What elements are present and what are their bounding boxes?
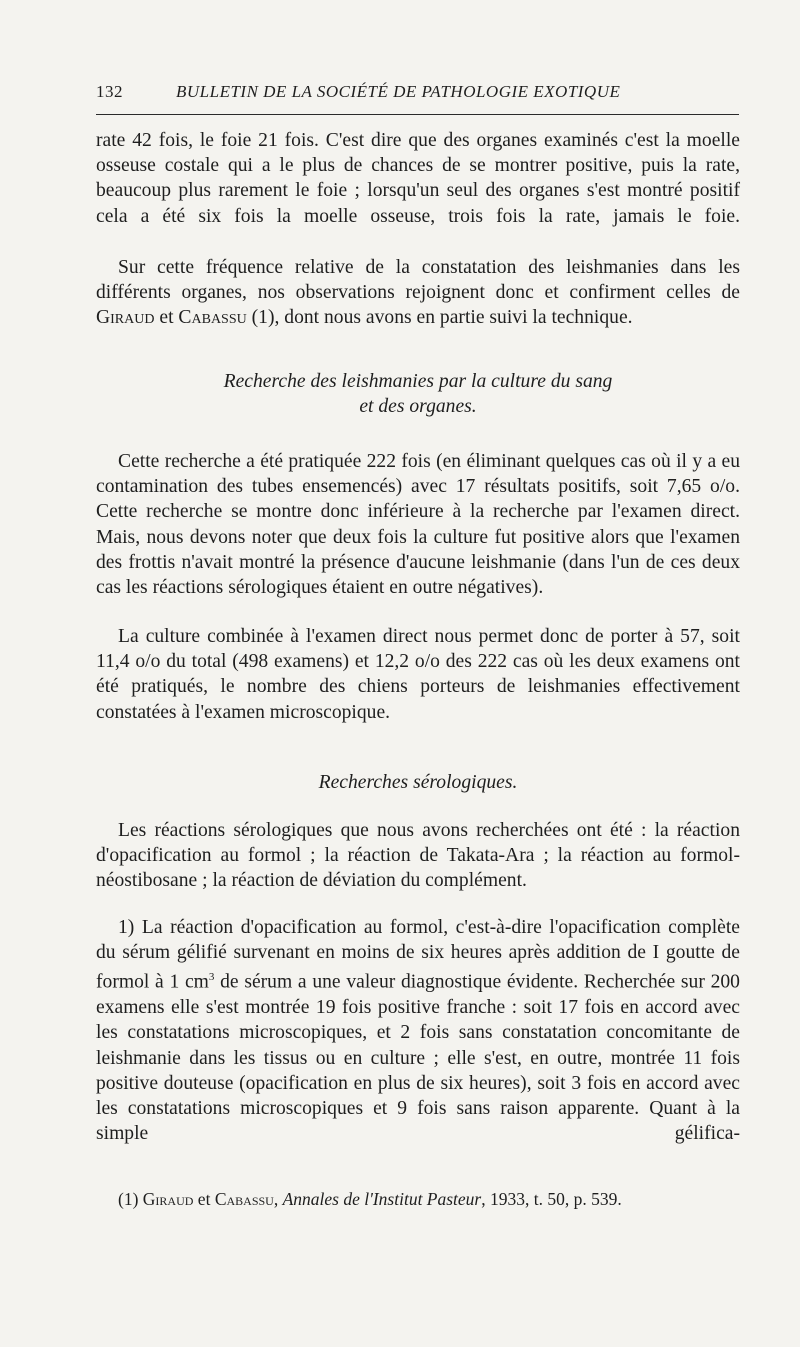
page-header [96,82,736,112]
footnote-author: Cabassu [214,1189,274,1209]
footnote-journal: Annales de l'Institut Pasteur [282,1189,482,1209]
footnote-text: , 1933, t. 50, p. 539. [481,1189,622,1209]
author-name: Giraud [96,307,155,329]
header-rule [96,114,739,115]
paragraph-frequency [96,255,740,331]
footnote [118,1188,758,1210]
paragraph-text: et [154,307,179,329]
paragraph-combined-results: La culture combinée à l'examen direct nous permet donc de porter à 57, soit 11,4 o/o du total (498 examens) et 12,2 o/o des 222 cas où les deux examens ont été pratiqués, le nombre des chiens porteurs de leishmanies effectivement constatées à l'examen microscopique. [96,626,740,723]
paragraph-culture-results: Cette recherche a été pratiquée 222 fois (en éliminant quelques cas où il y a eu contamination des tubes ensemencés) avec 17 résultats positifs, soit 7,65 o/o. Cette recherche se montre donc inférieure à la recherche par l'examen direct. Mais, nous devons noter que deux fois la culture fut positive alors que l'examen des frottis n'avait montré la présence d'aucune leishmanie (dans l'un de ces deux cas les réactions sérologiques étaient en outre négatives). [96,451,740,599]
footnote-text: , [273,1189,283,1209]
paragraph-serology-intro: Les réactions sérologiques que nous avons recherchées ont été : la réaction d'opacification au formol ; la réaction de Takata-Ara ; la réaction au formol-néostibosane ; la réaction de déviation du complément. [96,820,740,892]
paragraph-organs: rate 42 fois, le foie 21 fois. C'est dire que des organes examinés c'est la moelle osseuse costale qui a le plus de chances de se montrer positive, puis la rate, beaucoup plus rarement le foie ; lorsqu'un seul des organes s'est montré positif cela a été six fois la moelle osseuse, trois fois la rate, jamais le foie. [96,130,740,227]
footnote-text: et [193,1189,215,1209]
running-title: BULLETIN DE LA SOCIÉTÉ DE PATHOLOGIE EXOTIQUE [176,82,621,101]
paragraph-text: Sur cette fréquence relative de la constatation des leishmanies dans les différents organes, nos observations rejoignent donc et confirment celles de [96,257,740,304]
paragraph-text: de sérum a une valeur diagnostique évidente. Recherchée sur 200 examens elle s'est montrée 19 fois positive franche : soit 17 fois en accord avec les constatations microscopiques, et 2 fois sans constatation concomitante de leishmanie dans les tissus ou en culture ; elle s'est, en outre, montrée 11 fois positive douteuse (opacification en plus de six heures), soit 3 fois en accord avec les constatations microscopiques et 9 fois sans raison apparente. Quant à la simple gélifica- [96,971,740,1145]
section-heading-line: Recherche des leishmanies par la culture du sang [223,371,613,392]
footnote-mark: (1) [118,1189,143,1209]
section-heading-culture [96,369,740,419]
page-number: 132 [96,82,123,101]
superscript: 3 [208,971,215,984]
section-heading-line: et des organes. [359,396,477,418]
paragraph-text: (1), dont nous avons en partie suivi la technique. [246,307,633,329]
footnote-author: Giraud [142,1189,194,1209]
paragraph-text: 1) La réaction d'opacification au formol, c'est-à-dire l'opacification complète du sérum gélifié survenant en moins de six heures après addition de I goutte de formol à 1 cm [96,917,740,993]
paragraph-formol-reaction [96,915,740,1146]
section-heading-serology: Recherches sérologiques. [318,772,518,793]
author-name: Cabassu [178,307,247,329]
